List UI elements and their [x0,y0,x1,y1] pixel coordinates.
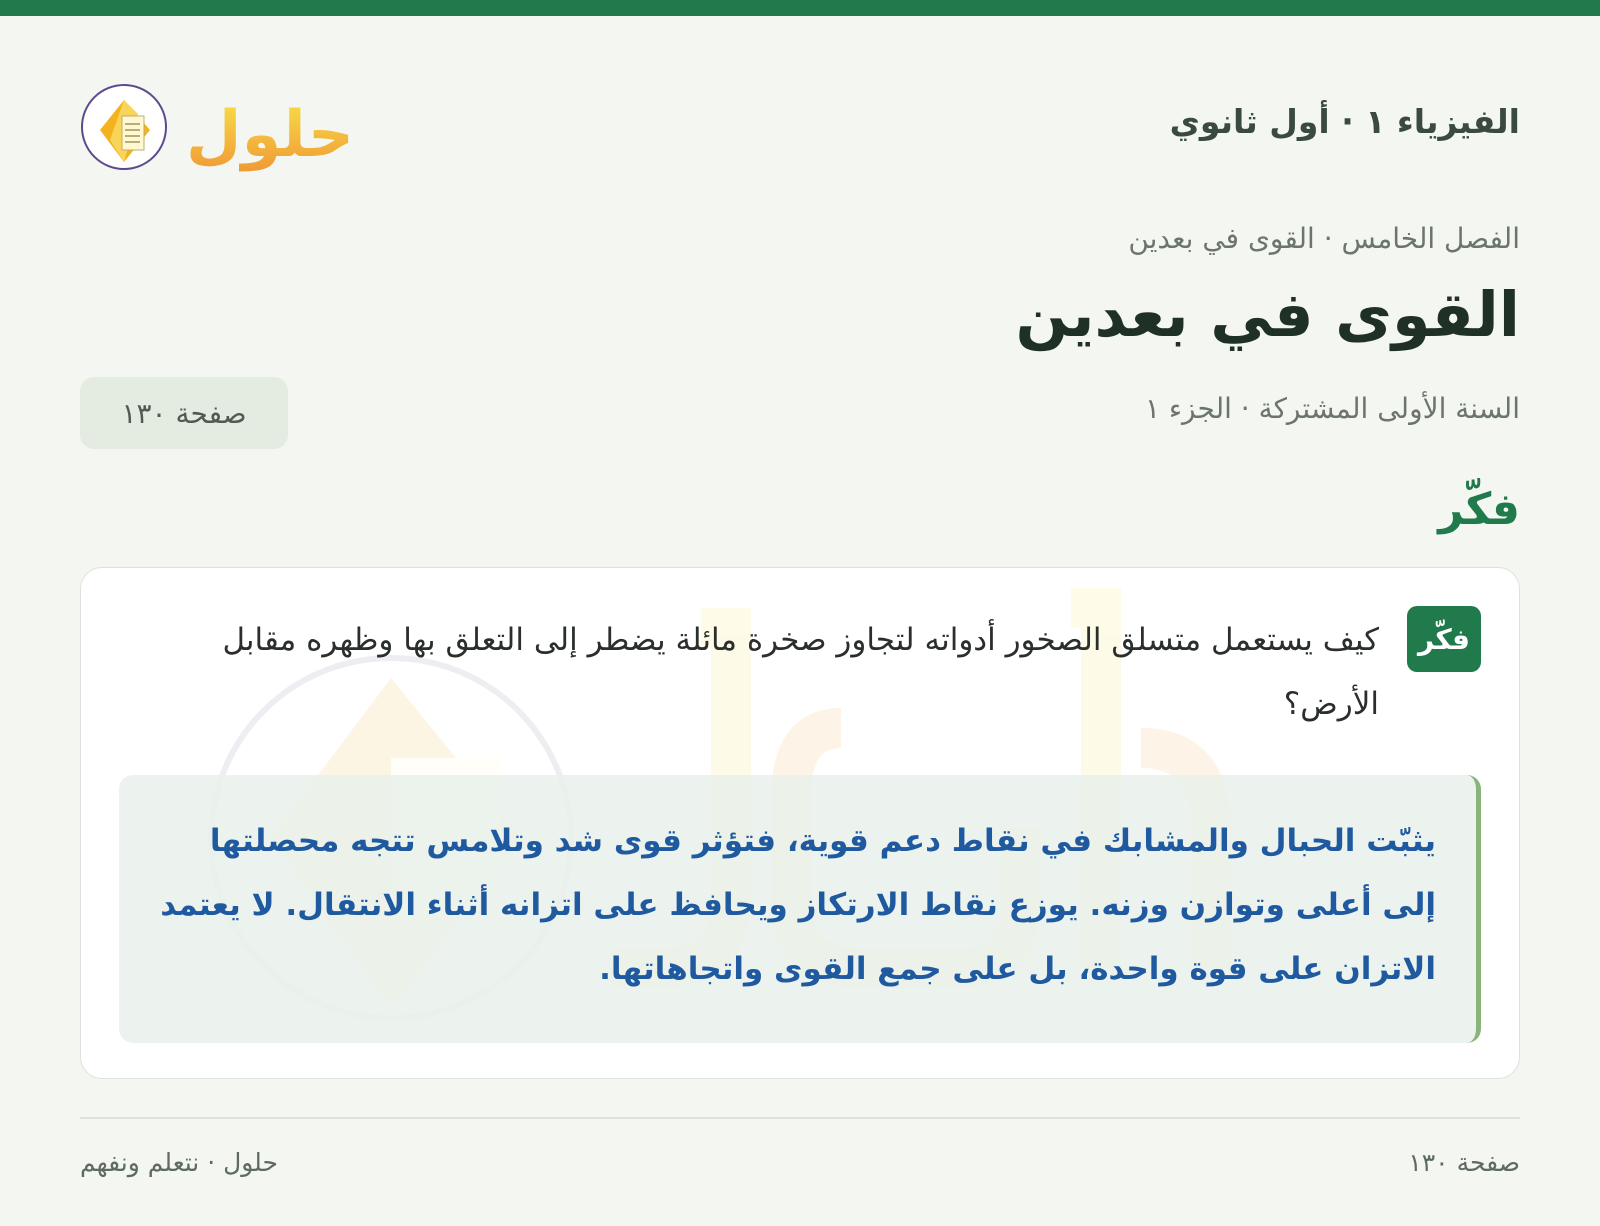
section-heading: فكّر [1438,484,1520,535]
footer-page-number: صفحة ١٣٠ [1408,1148,1520,1177]
course-title: الفيزياء ١ · أول ثانوي [1169,102,1520,141]
think-card [80,567,1520,1079]
hulul-logo[interactable] [80,80,360,180]
header [80,80,1520,180]
breadcrumb: الفصل الخامس · القوى في بعدين [1128,222,1520,255]
page-number-chip: صفحة ١٣٠ [80,377,288,449]
answer-box [119,775,1481,1043]
logo-wordmark: حلول [186,98,354,172]
meta-line: السنة الأولى المشتركة · الجزء ١ [1144,392,1520,425]
top-accent-bar [0,0,1600,16]
question-text: كيف يستعمل متسلق الصخور أدواته لتجاوز صخرة مائلة يضطر إلى التعلق بها وظهره مقابل الأرض؟ [222,622,1379,722]
page-title: القوى في بعدين [1015,278,1520,351]
answer-text: يثبّت الحبال والمشابك في نقاط دعم قوية، فتؤثر قوى شد وتلامس تتجه محصلتها إلى أعلى وتوازن وزنه. يوزع نقاط الارتكاز ويحافظ على اتزانه أثناء الانتقال. لا يعتمد الاتزان على قوة واحدة، بل على جمع القوى واتجاهاتها. [160,823,1436,987]
think-badge: فكّر [1407,606,1481,672]
footer-brand: حلول · نتعلم ونفهم [80,1148,278,1177]
footer-divider [80,1117,1520,1119]
